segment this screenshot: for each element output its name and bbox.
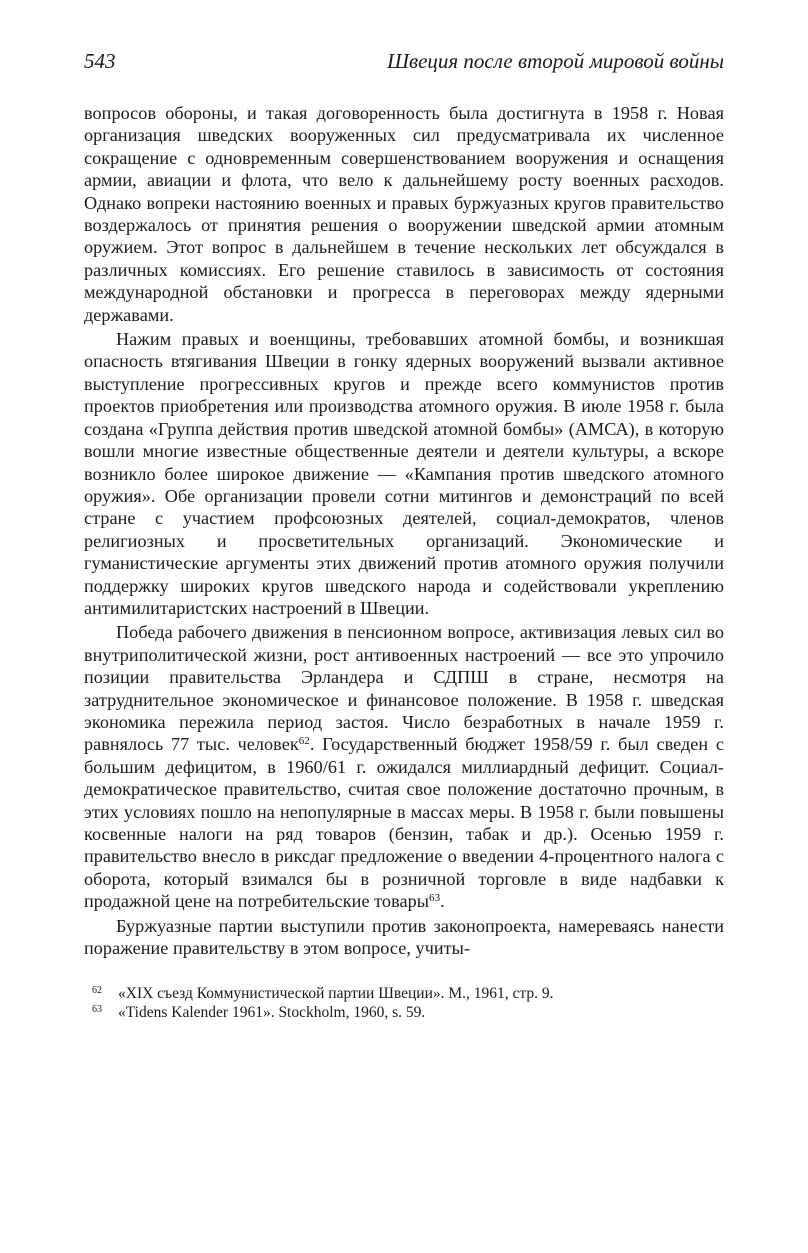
book-page <box>84 48 724 1022</box>
paragraph-atomic-movement: Нажим правых и военщины, требовавших атомной бомбы, и возникшая опасность втягивания Швеции в гонку ядерных вооружений вызвали активное выступление прогрессивных кругов и прежде всего коммунистов против проектов приобретения или производства атомного оружия. В июле 1958 г. была создана «Группа действия против шведской атомной бомбы» (АМСА), в которую вошли многие известные общественные деятели и деятели культуры, а вскоре возникло более широкое движение — «Кампания против шведского атомного оружия». Обе организации провели сотни митингов и демонстраций по всей стране с участием профсоюзных деятелей, социал-демократов, членов религиозных и просветительных организаций. Экономические и гуманистические аргументы этих движений против атомного оружия получили поддержку широких кругов шведского народа и содействовали укреплению антимилитаристских настроений в Швеции. <box>84 329 724 618</box>
paragraph-text: . Государственный бюджет 1958/59 г. был сведен с большим дефицитом, в 1960/61 г. ожидался миллиардный дефицит. Социал-демократическое правительство, считая свое положение достаточно прочным, в этих условиях пошло на непопулярные в массах меры. В 1958 г. были повышены косвенные налоги на ряд товаров (бензин, табак и др.). Осенью 1959 г. правительство внесло в риксдаг предложение о введении 4-процентного налога с оборота, который взимался бы в розничной торговле в виде надбавки к продажной цене на потребительские товары <box>84 734 724 912</box>
footnote-text: «Tidens Kalender 1961». Stockholm, 1960, s. 59. <box>118 1004 426 1022</box>
running-title: Швеция после второй мировой войны <box>387 49 724 73</box>
footnote-mark: 62 <box>92 985 102 997</box>
footnote-mark: 63 <box>92 1004 102 1016</box>
paragraph-labor-victory <box>84 621 724 912</box>
footnote <box>84 984 724 1003</box>
paragraph-text: Победа рабочего движения в пенсионном вопросе, активизация левых сил во внутриполитической жизни, рост антивоенных настроений — все это упрочило позиции правительства Эрландера и СДПШ в стране, несмотря на затруднительное экономическое и финансовое положение. В 1958 г. шведская экономика пережила период застоя. Число безработных в начале 1959 г. равнялось 77 тыс. человек <box>84 622 724 755</box>
page-number: 543 <box>84 49 116 73</box>
paragraph-text: . <box>440 891 445 912</box>
footnote <box>84 1003 724 1022</box>
footnotes <box>84 984 724 1022</box>
footnote-ref[interactable]: 63 <box>429 892 441 905</box>
page-header <box>84 48 724 74</box>
footnote-ref[interactable]: 62 <box>298 735 310 748</box>
paragraph-bourgeois-parties: Буржуазные партии выступили против законопроекта, намереваясь нанести поражение правительству в этом вопросе, учиты- <box>84 915 724 959</box>
main-text <box>84 102 724 959</box>
footnote-text: «XIX съезд Коммунистической партии Швеции». М., 1961, стр. 9. <box>118 985 554 1003</box>
paragraph-continuation: вопросов обороны, и такая договоренность была достигнута в 1958 г. Новая организация шведских вооруженных сил предусматривала их численное сокращение с одновременным совершенствованием вооружения и оснащения армии, авиации и флота, что вело к дальнейшему росту военных расходов. Однако вопреки настоянию военных и правых буржуазных кругов правительство воздержалось от принятия решения о вооружении шведской армии атомным оружием. Этот вопрос в дальнейшем в течение нескольких лет обсуждался в различных комиссиях. Его решение ставилось в зависимость от состояния международной обстановки и прогресса в переговорах между ядерными державами. <box>84 103 724 325</box>
